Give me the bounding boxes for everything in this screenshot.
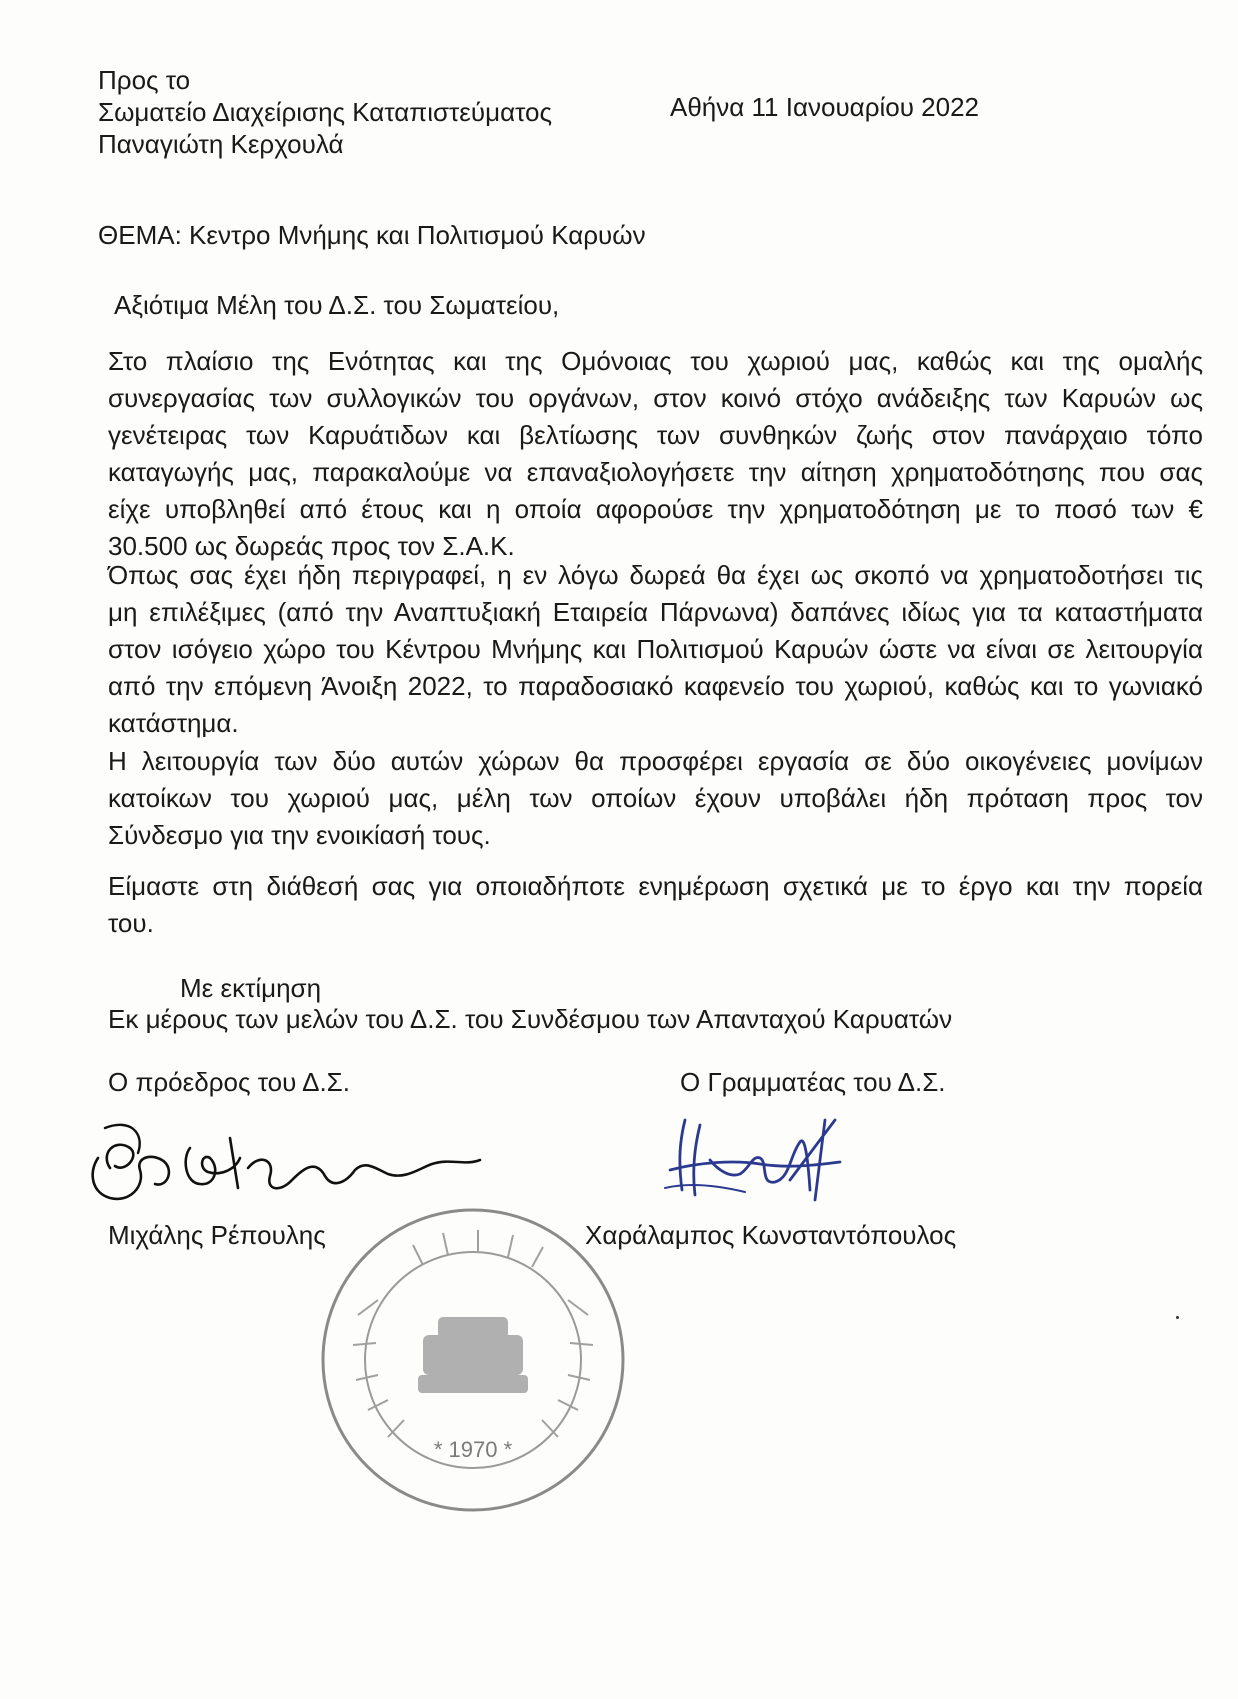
greeting: Αξιότιμα Μέλη του Δ.Σ. του Σωματείου, <box>114 290 560 320</box>
president-title: Ο πρόεδρος του Δ.Σ. <box>108 1067 350 1097</box>
paragraph-2-line: στον ισόγειο χώρο του Κέντρου Μνήμης και Πολιτισμού Καρυών ώστε να είναι σε λειτουργία <box>108 634 1203 664</box>
secretary-signature <box>640 1100 870 1220</box>
secretary-title: Ο Γραμματέας του Δ.Σ. <box>680 1067 946 1097</box>
official-seal <box>318 1205 628 1515</box>
paragraph-1-line: είχε υποβληθεί από έτους και η οποία αφορούσε την χρηματοδότηση με το ποσό των € <box>108 494 1203 524</box>
paragraph-3-line: κατοίκων του χωριού μας, μέλη των οποίων έχουν υποβάλει ήδη πρόταση προς τον <box>108 783 1203 813</box>
subject-line: ΘΕΜΑ: Κεντρο Μνήμης και Πολιτισμού Καρυών <box>98 220 646 250</box>
paragraph-2-line: από την επόμενη Άνοιξη 2022, το παραδοσιακό καφενείο του χωριού, καθώς και το γωνιακό <box>108 671 1203 701</box>
scan-speck <box>1176 1316 1179 1319</box>
president-signature <box>70 1098 510 1218</box>
paragraph-1-line: συνεργασίας των συλλογικών του οργάνων, στον κοινό στόχο ανάδειξης των Καρυών ως <box>108 383 1203 413</box>
recipient-line-3: Παναγιώτη Κερχουλά <box>98 129 344 159</box>
seal-year: * 1970 * <box>433 1437 513 1462</box>
paragraph-3-line: Σύνδεσμο για την ενοικίασή τους. <box>108 820 491 850</box>
recipient-line-2: Σωματείο Διαχείρισης Καταπιστεύματος <box>98 97 553 127</box>
closing-on-behalf: Εκ μέρους των μελών του Δ.Σ. του Συνδέσμου των Απανταχού Καρυατών <box>108 1004 953 1034</box>
paragraph-2-line: Όπως σας έχει ήδη περιγραφεί, η εν λόγω δωρεά θα έχει ως σκοπό να χρηματοδοτήσει τις <box>108 560 1203 590</box>
paragraph-1-line: καταγωγής μας, παρακαλούμε να επαναξιολογήσετε την αίτηση χρηματοδότησης που σας <box>108 457 1203 487</box>
paragraph-1-line: 30.500 ως δωρεάς προς τον Σ.Α.Κ. <box>108 531 515 561</box>
paragraph-1 <box>108 343 1203 565</box>
closing-regards: Με εκτίμηση <box>180 973 322 1003</box>
paragraph-4-line: του. <box>108 908 154 938</box>
secretary-name: Χαράλαμπος Κωνσταντόπουλος <box>585 1220 957 1250</box>
paragraph-1-line: Στο πλαίσιο της Ενότητας και της Ομόνοιας του χωριού μας, καθώς και της ομαλής <box>108 346 1203 376</box>
paragraph-3 <box>108 743 1203 854</box>
paragraph-2-line: μη επιλέξιμες (από την Αναπτυξιακή Εταιρεία Πάρνωνα) δαπάνες ιδίως για τα καταστήματα <box>108 597 1203 627</box>
letter-date: Αθήνα 11 Ιανουαρίου 2022 <box>670 92 980 122</box>
paragraph-2-line: κατάστημα. <box>108 708 239 738</box>
paragraph-2 <box>108 557 1203 742</box>
paragraph-1-line: γενέτειρας των Καρυάτιδων και βελτίωσης των συνθηκών ζωής στον πανάρχαιο τόπο <box>108 420 1203 450</box>
paragraph-4-line: Είμαστε στη διάθεσή σας για οποιαδήποτε ενημέρωση σχετικά με το έργο και την πορεία <box>108 871 1203 901</box>
paragraph-3-line: Η λειτουργία των δύο αυτών χώρων θα προσφέρει εργασία σε δύο οικογένειες μονίμων <box>108 746 1203 776</box>
recipient-line-1: Προς το <box>98 65 191 95</box>
paragraph-4 <box>108 868 1203 942</box>
president-name: Μιχάλης Ρέπουλης <box>108 1220 326 1250</box>
